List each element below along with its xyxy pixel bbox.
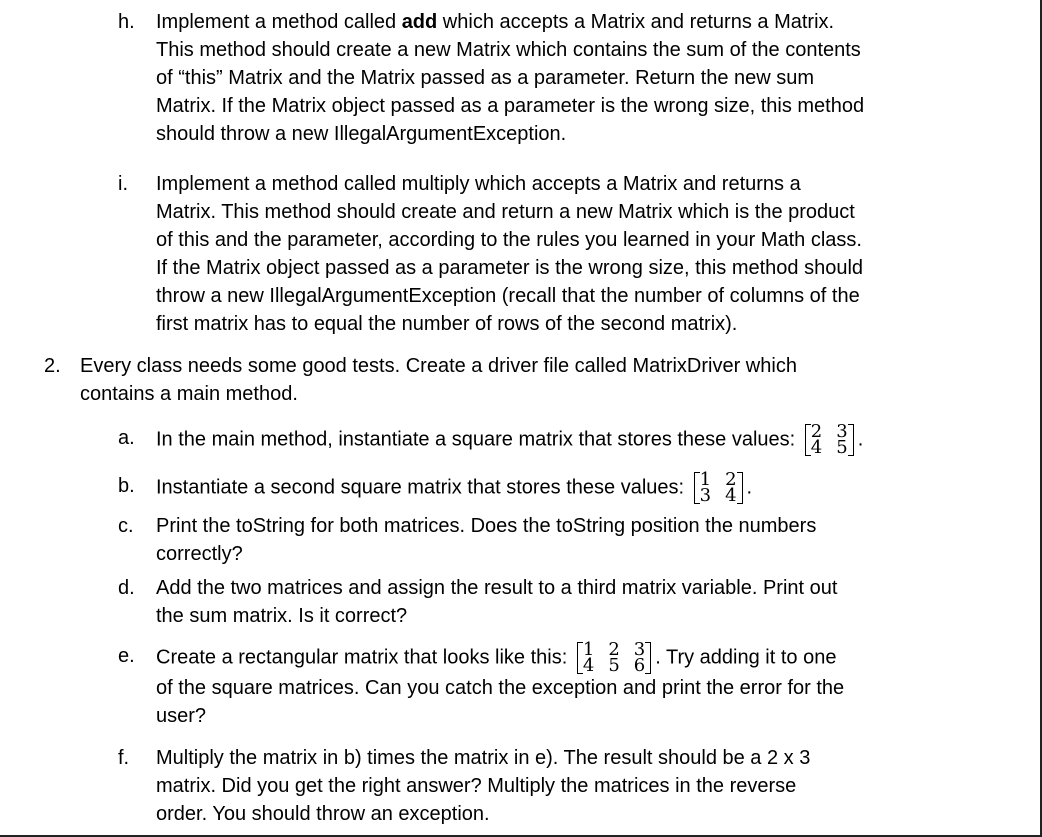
item-label: b. bbox=[118, 475, 135, 497]
item-label: d. bbox=[118, 577, 135, 599]
bold-word: add bbox=[401, 11, 438, 33]
item-text: Create a rectangular matrix that looks like this: 1 2 3 4 5 6 . Try adding it to one of the square matrices. Can you catch the exception and print the error for the user? bbox=[156, 639, 845, 727]
item-text: Multiply the matrix in b) times the matrix in e). The result should be a 2 x 3 matrix. Did you get the right answer? Multiply the matrices in the reverse order. You should throw an exception. bbox=[156, 747, 811, 825]
item-label: i. bbox=[118, 173, 128, 195]
item-text: Print the toString for both matrices. Does the toString position the numbers correctly? bbox=[156, 515, 817, 565]
item-text: Implement a method called multiply which accepts a Matrix and returns a Matrix. This method should create and return a new Matrix which is the product of this and the parameter, according to the rules you learned in your Math class. If the Matrix object passed as a parameter is the wrong size, this method should throw a new IllegalArgumentException (recall that the number of columns of the first matrix has to equal the number of rows of the second matrix). bbox=[156, 173, 864, 335]
list-item-2 bbox=[44, 352, 964, 408]
item-label: f. bbox=[118, 747, 130, 769]
item-text: Add the two matrices and assign the result to a third matrix variable. Print out the sum matrix. Is it correct? bbox=[156, 577, 838, 627]
list-item-a bbox=[118, 421, 998, 458]
item-text: Implement a method called add which accepts a Matrix and returns a Matrix. This method should create a new Matrix which contains the sum of the contents of “this” Matrix and the Matrix passed as a parameter. Return the new sum Matrix. If the Matrix object passed as a parameter is the wrong size, this method should throw a new IllegalArgumentException. bbox=[156, 11, 865, 145]
item-text: In the main method, instantiate a square matrix that stores these values: 2 3 4 5 . bbox=[156, 421, 864, 458]
item-label: c. bbox=[118, 515, 134, 537]
list-item-f bbox=[118, 744, 998, 828]
item-label: 2. bbox=[44, 355, 61, 377]
list-item-b bbox=[118, 469, 998, 506]
matrix-b: 1 2 3 4 bbox=[694, 472, 743, 504]
item-label: e. bbox=[118, 645, 135, 667]
list-item-e bbox=[118, 639, 998, 730]
item-text: Every class needs some good tests. Create a driver file called MatrixDriver which contains a main method. bbox=[80, 355, 797, 405]
item-text: Instantiate a second square matrix that stores these values: 1 2 3 4 . bbox=[156, 469, 753, 506]
matrix-a: 2 3 4 5 bbox=[805, 424, 854, 456]
item-label: a. bbox=[118, 427, 135, 449]
list-item-d bbox=[118, 574, 998, 630]
matrix-e: 1 2 3 4 5 6 bbox=[577, 642, 651, 674]
item-label: h. bbox=[118, 11, 135, 33]
list-item-i bbox=[118, 170, 998, 338]
list-item-c bbox=[118, 512, 998, 568]
list-item-h bbox=[118, 8, 998, 148]
